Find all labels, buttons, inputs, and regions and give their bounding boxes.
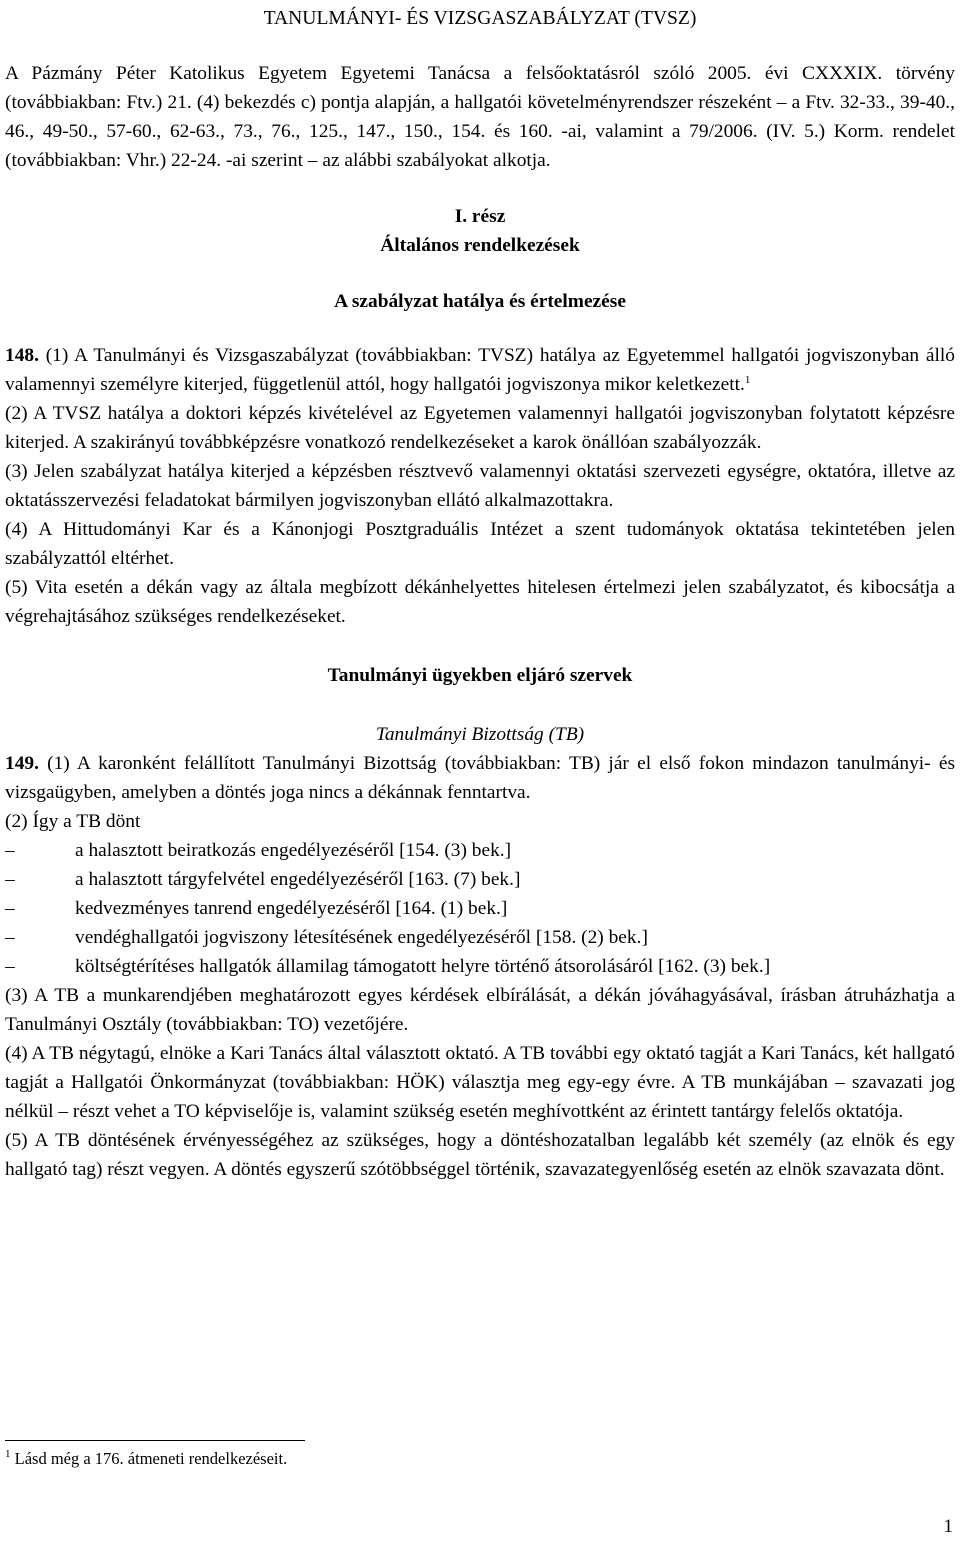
section-149-p1-text: (1) A karonként felállított Tanulmányi Bizottság (továbbiakban: TB) jár el első fokon mindazon tanulmányi- és vizsgaügyben, amelyben a döntés joga nincs a dékánnak fenntartva. [5, 753, 955, 803]
footnote-marker: 1 [5, 1448, 11, 1460]
dash-bullet: – [5, 840, 15, 861]
section-149-paragraph-3: (3) A TB a munkarendjében meghatározott egyes kérdések elbírálását, a dékán jóváhagyásával, írásban átruházhatja a Tanulmányi Osztály (továbbiakban: TO) vezetőjére. [5, 985, 955, 1035]
preamble-paragraph: A Pázmány Péter Katolikus Egyetem Egyetemi Tanácsa a felsőoktatásról szóló 2005. évi CXXXIX. törvény (továbbiakban: Ftv.) 21. (4) bekezdés c) pontja alapján, a hallgatói követelményrendszer részeként – a Ftv. 32-33., 39-40., 46., 49-50., 57-60., 62-63., 73., 76., 125., 147., 150., 154. és 160. -ai, valamint a 79/2006. (IV. 5.) Korm. rendelet (továbbiakban: Vhr.) 22-24. -ai szerint – az alábbi szabályokat alkotja. [5, 63, 955, 171]
tb-decision-list [5, 836, 955, 981]
list-item-text: a halasztott beiratkozás engedélyezéséről [154. (3) bek.] [75, 840, 512, 861]
section-148-paragraph-2: (2) A TVSZ hatálya a doktori képzés kivételével az Egyetemen valamennyi hallgatói jogviszonyban folytatott képzésre kiterjed. A szakirányú továbbképzésre vonatkozó rendelkezéseket a karok önállóan szabályozzák. [5, 403, 955, 453]
section-subtitle: A szabályzat hatálya és értelmezése [334, 291, 626, 312]
section-149-paragraph-5: (5) A TB döntésének érvényességéhez az szükséges, hogy a döntéshozatalban legalább két személy (az elnök és egy hallgató tag) részt vegyen. A döntés egyszerű szótöbbséggel történik, szavazategyenlőség esetén az elnök szavazata dönt. [5, 1130, 955, 1180]
list-item-text: költségtérítéses hallgatók államilag támogatott helyre történő átsorolásáról [162. (3) bek.] [75, 956, 771, 977]
section-148 [5, 341, 955, 631]
footnote [5, 1448, 287, 1470]
list-item [5, 952, 955, 981]
section-149-paragraph-2: (2) Így a TB dönt [5, 811, 141, 832]
list-item-text: vendéghallgatói jogviszony létesítésének engedélyezéséről [158. (2) bek.] [75, 927, 648, 948]
committee-subtitle: Tanulmányi Bizottság (TB) [375, 724, 585, 745]
section-148-paragraph-4: (4) A Hittudományi Kar és a Kánonjogi Posztgraduális Intézet a szent tudományok oktatása tekintetében jelen szabályzattól eltérhet. [5, 519, 955, 569]
footnote-separator [5, 1440, 305, 1441]
section-149 [5, 749, 955, 1184]
dash-bullet: – [5, 956, 15, 977]
document-title: TANULMÁNYI- ÉS VIZSGASZABÁLYZAT (TVSZ) [263, 8, 697, 29]
list-item [5, 894, 955, 923]
section-149-number: 149. [5, 753, 39, 774]
list-item-text: kedvezményes tanrend engedélyezéséről [164. (1) bek.] [75, 898, 508, 919]
dash-bullet: – [5, 898, 15, 919]
list-item [5, 865, 955, 894]
dash-bullet: – [5, 869, 15, 890]
list-item-text: a halasztott tárgyfelvétel engedélyezéséről [163. (7) bek.] [75, 869, 521, 890]
footnote-text: Lásd még a 176. átmeneti rendelkezéseit. [10, 1449, 288, 1468]
committees-title: Tanulmányi ügyekben eljáró szervek [327, 665, 633, 686]
section-149-paragraph-1 [5, 749, 955, 807]
list-item [5, 923, 955, 952]
part-heading-block [5, 202, 955, 316]
document-page [5, 0, 955, 1184]
committees-heading-block [5, 661, 955, 749]
part-title: Általános rendelkezések [380, 235, 580, 256]
section-148-paragraph-1 [5, 341, 955, 399]
part-label: I. rész [454, 206, 506, 227]
section-148-paragraph-3: (3) Jelen szabályzat hatálya kiterjed a képzésben résztvevő valamennyi oktatási szervezeti egységre, oktatóra, illetve az oktatásszervezési feladatokat bármilyen jogviszonyban ellátó alkalmazottakra. [5, 461, 955, 511]
dash-bullet: – [5, 927, 15, 948]
list-item [5, 836, 955, 865]
footnote-reference[interactable]: 1 [744, 374, 751, 386]
section-148-number: 148. [5, 345, 39, 366]
page-number: 1 [943, 1516, 953, 1537]
section-149-paragraph-4: (4) A TB négytagú, elnöke a Kari Tanács által választott oktató. A TB további egy oktató tagját a Kari Tanács, két hallgató tagját a Hallgatói Önkormányzat (továbbiakban: HÖK) választja meg egy-egy évre. A TB munkájában – szavazati jog nélkül – részt vehet a TO képviselője is, valamint szükség esetén meghívottként az érintett tantárgy felelős oktatója. [5, 1043, 955, 1122]
section-148-p1-text: (1) A Tanulmányi és Vizsgaszabályzat (továbbiakban: TVSZ) hatálya az Egyetemmel hallgatói jogviszonyban álló valamennyi személyre kiterjed, függetlenül attól, hogy hallgatói jogviszonya mikor keletkezett. [5, 345, 955, 395]
section-148-paragraph-5: (5) Vita esetén a dékán vagy az általa megbízott dékánhelyettes hitelesen értelmezi jelen szabályzatot, és kibocsátja a végrehajtásához szükséges rendelkezéseket. [5, 577, 955, 627]
